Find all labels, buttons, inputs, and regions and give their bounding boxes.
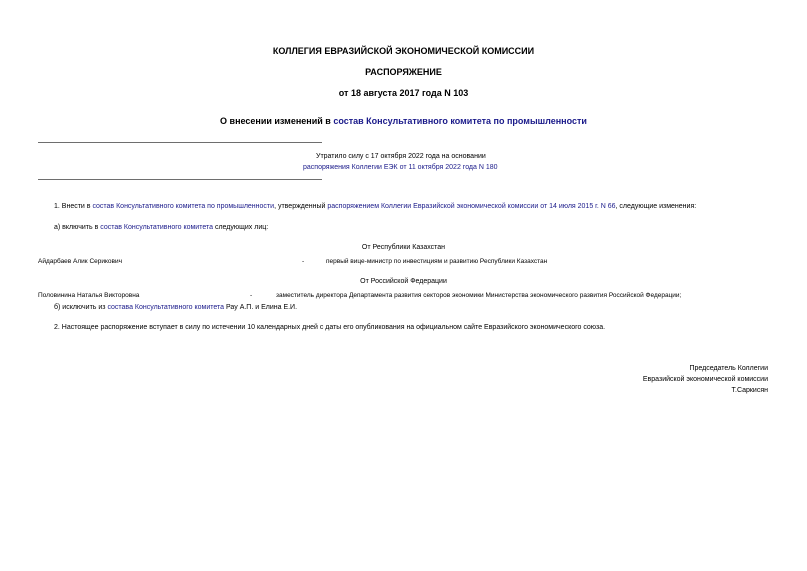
kazakhstan-dash: -	[302, 258, 305, 265]
signature-name: Т.Саркисян	[731, 387, 768, 394]
item-b-text-1: б) исключить из	[54, 304, 108, 311]
russia-member-position: заместитель директора Департамента развития секторов экономики Министерства экономического развития Российской Федерации;	[276, 292, 682, 299]
document-date: от 18 августа 2017 года N 103	[338, 88, 469, 98]
russia-dash: -	[250, 292, 253, 299]
paragraph-1	[54, 203, 696, 210]
item-a	[54, 224, 268, 231]
title-prefix: О внесении изменений в	[220, 116, 334, 126]
p1-text-2: , утвержденный	[274, 203, 328, 210]
p1-text-1: 1. Внести в	[54, 203, 93, 210]
russia-member-name: Половинина Наталья Викторовна	[38, 292, 140, 299]
item-a-text-2: следующих лиц:	[213, 224, 269, 231]
kazakhstan-heading: От Республики Казахстан	[361, 244, 446, 251]
document-type: РАСПОРЯЖЕНИЕ	[365, 67, 442, 77]
status-source-link[interactable]: распоряжения Коллегии ЕЭК от 11 октября 2022 года N 180	[303, 164, 498, 171]
divider-top	[38, 142, 322, 143]
russia-heading: От Российской Федерации	[360, 278, 447, 285]
status-source	[303, 164, 498, 171]
divider-bottom	[38, 179, 322, 180]
organization-name: КОЛЛЕГИЯ ЕВРАЗИЙСКОЙ ЭКОНОМИЧЕСКОЙ КОМИССИИ	[272, 46, 535, 56]
kazakhstan-member-position: первый вице-министр по инвестициям и развитию Республики Казахстан	[326, 258, 548, 265]
item-a-committee-link[interactable]: состав Консультативного комитета	[100, 224, 214, 231]
p1-order-link[interactable]: распоряжением Коллегии Евразийской экономической комиссии от 14 июля 2015 г. N 66	[327, 203, 616, 210]
item-a-text-1: а) включить в	[54, 224, 101, 231]
signature-title: Председатель Коллегии	[689, 365, 768, 372]
item-b-committee-link[interactable]: состава Консультативного комитета	[107, 304, 225, 311]
paragraph-2: 2. Настоящее распоряжение вступает в силу по истечении 10 календарных дней с даты его опубликования на официальном сайте Евразийского экономического союза.	[54, 324, 606, 331]
p1-committee-link[interactable]: состав Консультативного комитета по промышленности	[92, 203, 275, 210]
signature-organization: Евразийской экономической комиссии	[642, 376, 768, 383]
document-title	[0, 116, 807, 126]
kazakhstan-member-name: Айдарбаев Алик Серикович	[38, 258, 123, 265]
item-b-text-2: Рау А.П. и Елина Е.И.	[224, 304, 298, 311]
status-line: Утратило силу с 17 октября 2022 года на основании	[316, 153, 486, 160]
p1-text-3: , следующие изменения:	[615, 203, 697, 210]
title-link[interactable]: состав Консультативного комитета по промышленности	[333, 116, 587, 126]
item-b	[54, 304, 297, 311]
